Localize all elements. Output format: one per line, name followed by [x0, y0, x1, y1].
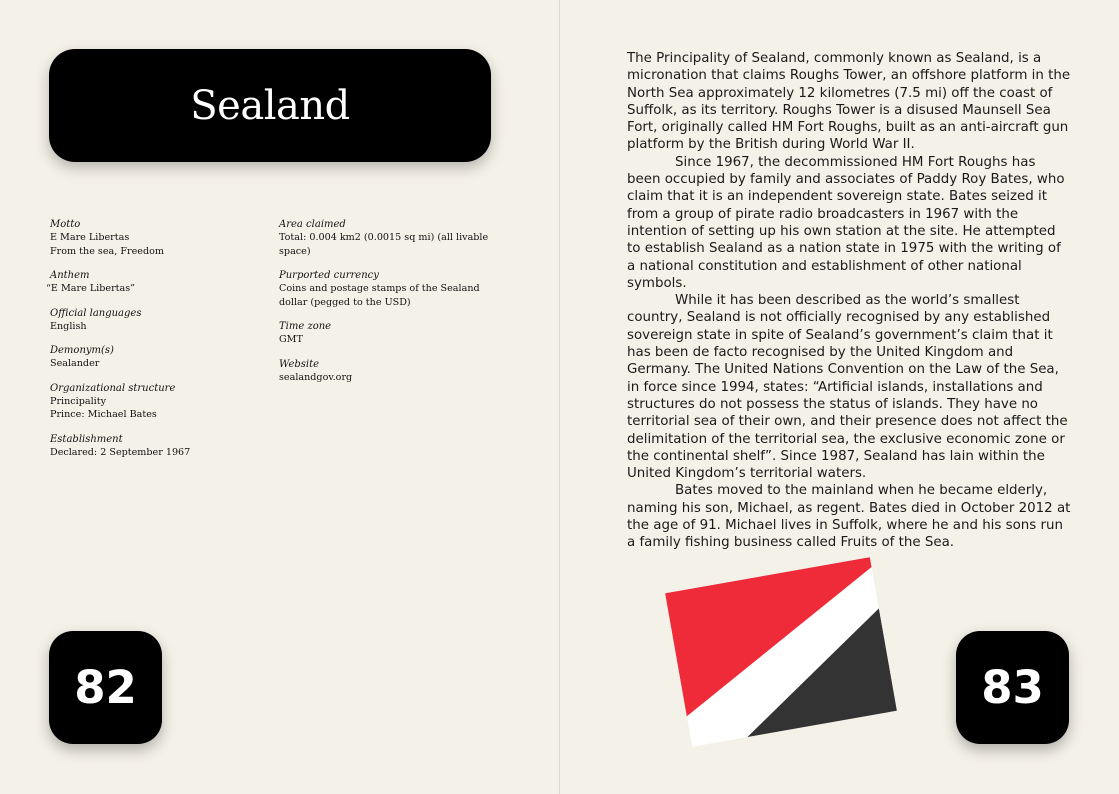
- fact-label: Area claimed: [279, 219, 346, 230]
- sealand-flag-icon: [665, 557, 897, 747]
- fact-establishment: [50, 433, 265, 460]
- fact-purported-currency: [279, 269, 494, 309]
- fact-label: Organizational structure: [50, 382, 176, 394]
- page-number-right: 83: [956, 631, 1069, 744]
- fact-label: Establishment: [50, 433, 123, 445]
- page-number-left: 82: [49, 631, 162, 744]
- fact-anthem: [46, 269, 265, 296]
- fact-motto: [50, 218, 265, 258]
- fact-label: Motto: [50, 219, 81, 230]
- fact-value: English: [50, 320, 87, 332]
- fact-time-zone: [279, 320, 494, 347]
- fact-value: Coins and postage stamps of the Sealand dollar (pegged to the USD): [279, 283, 480, 308]
- fact-area-claimed: [279, 218, 494, 258]
- fact-website: [279, 358, 494, 385]
- fact-value: Total: 0.004 km2 (0.0015 sq mi) (all livable space): [279, 232, 489, 257]
- fact-value: From the sea, Freedom: [50, 245, 164, 257]
- page-title: Sealand: [190, 82, 350, 129]
- fact-value: sealandgov.org: [279, 371, 353, 383]
- facts-column-right: [279, 218, 494, 395]
- paragraph: The Principality of Sealand, commonly known as Sealand, is a micronation that claims Roughs Tower, an offshore platform in the North Sea approximately 12 kilometres (7.5 mi) off the coast of Suffolk, as its territory. Roughs Tower is a disused Maunsell Sea Fort, originally called HM Fort Roughs, built as an anti-aircraft gun platform by the British during World War II.: [627, 51, 1071, 153]
- fact-label: Website: [279, 358, 320, 370]
- paragraph: While it has been described as the world’s smallest country, Sealand is not officially recognised by any established sovereign state in spite of Sealand’s government’s claim that it has been de facto recognised by the United Kingdom and Germany. The United Nations Convention on the Law of the Sea, in force since 1994, states: “Artificial islands, installations and structures do not possess the status of islands. They have no territorial sea of their own, and their presence does not affect the delimitation of the territorial sea, the exclusive economic zone or the continental shelf”. Since 1987, Sealand has lain within the United Kingdom’s territorial waters.: [627, 293, 1068, 482]
- left-page: [0, 0, 559, 794]
- article-body: [627, 50, 1072, 552]
- paragraph: Since 1967, the decommissioned HM Fort Roughs has been occupied by family and associates of Paddy Roy Bates, who claim that it is an independent sovereign state. Bates seized it from a group of pirate radio broadcasters in 1967 with the intention of setting up his own station at the site. He attempted to establish Sealand as a nation state in 1975 with the writing of a national constitution and establishment of other national symbols.: [627, 154, 1065, 291]
- fact-value: GMT: [279, 334, 303, 345]
- fact-value: Prince: Michael Bates: [50, 409, 157, 420]
- fact-label: Official languages: [50, 307, 142, 319]
- fact-value: Declared: 2 September 1967: [50, 446, 191, 458]
- fact-demonyms: [50, 344, 265, 371]
- paragraph: Bates moved to the mainland when he became elderly, naming his son, Michael, as regent. Bates died in October 2012 at the age of 91. Michael lives in Suffolk, where he and his sons run a family fishing business called Fruits of the Sea.: [627, 483, 1071, 551]
- fact-value: E Mare Libertas: [50, 232, 130, 243]
- right-page: [560, 0, 1119, 794]
- fact-label: Purported currency: [279, 270, 379, 281]
- fact-label: Time zone: [279, 321, 332, 332]
- fact-official-languages: [50, 307, 265, 334]
- title-banner: [49, 49, 491, 162]
- fact-value: Principality: [50, 395, 107, 407]
- fact-value: Sealander: [50, 358, 100, 369]
- fact-label: Anthem: [50, 270, 90, 281]
- fact-value: “E Mare Libertas”: [46, 283, 136, 294]
- fact-organizational-structure: [50, 382, 265, 422]
- facts-column-left: [46, 218, 265, 470]
- fact-label: Demonym(s): [50, 345, 114, 356]
